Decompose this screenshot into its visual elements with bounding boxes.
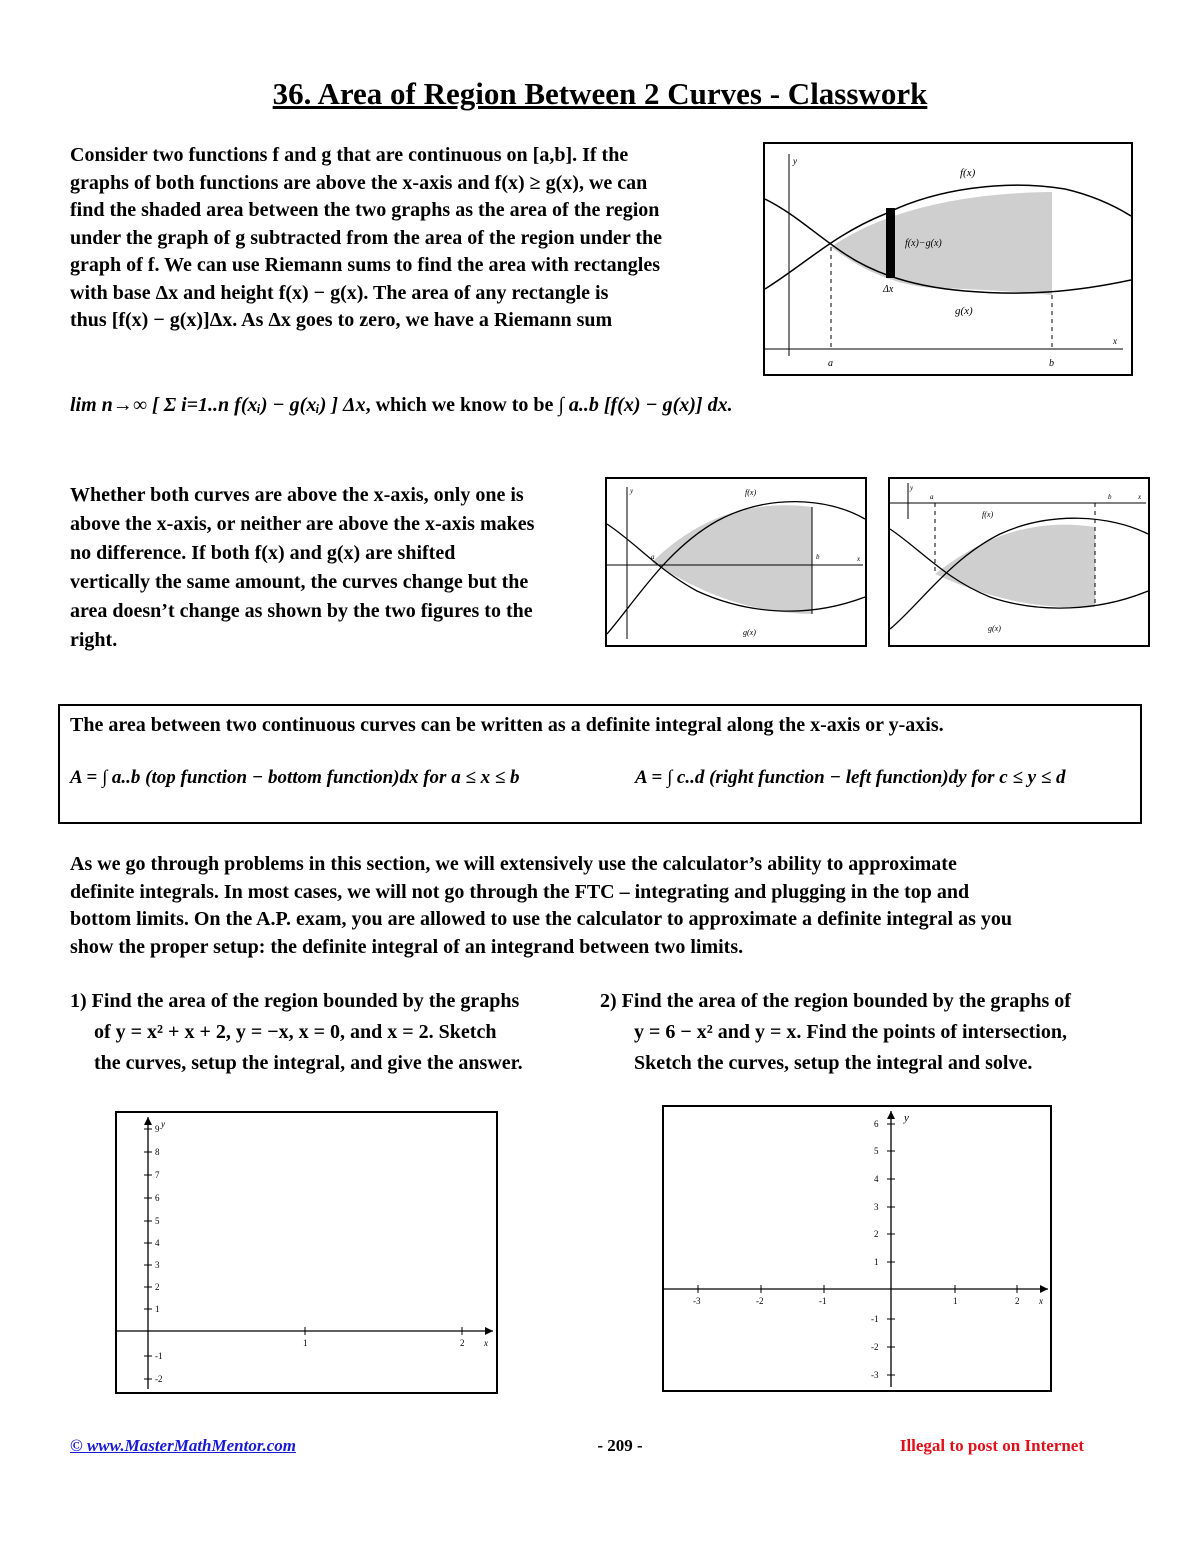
problem-1 xyxy=(70,986,590,1079)
problem-2 xyxy=(600,986,1160,1079)
g-label: g(x) xyxy=(743,628,756,637)
y-tick-label: 5 xyxy=(874,1146,879,1156)
intro-line: thus [f(x) − g(x)]Δx. As Δx goes to zero, we have a Riemann sum xyxy=(70,309,613,331)
grid2-svg xyxy=(664,1107,1050,1390)
y-tick-label: 6 xyxy=(874,1119,879,1129)
b-label: b xyxy=(816,553,820,561)
figure-area-between-curves xyxy=(763,142,1133,376)
y-tick-label: 2 xyxy=(155,1282,160,1292)
integral-formula: ∫ a..b [f(x) − g(x)] dx. xyxy=(558,394,733,416)
formula-y: A = ∫ c..d (right function − left function)dy for c ≤ y ≤ d xyxy=(635,767,1066,788)
shaded-region xyxy=(652,505,812,614)
y-tick-label: 6 xyxy=(155,1193,160,1203)
calc-line: definite integrals. In most cases, we will not go through the FTC – integrating and plugging in the top and xyxy=(70,880,970,903)
y-tick-label: 9 xyxy=(155,1124,160,1134)
x-tick-label: -3 xyxy=(693,1296,701,1306)
definition-line: The area between two continuous curves can be written as a definite integral along the x-axis or y-axis. xyxy=(70,714,944,736)
problem-line: Sketch the curves, setup the integral and solve. xyxy=(634,1052,1033,1074)
x-axis-arrow xyxy=(1040,1285,1048,1293)
figure2-svg xyxy=(607,479,865,645)
grid2-x-ticks xyxy=(693,1285,1043,1306)
y-tick-label: -3 xyxy=(871,1370,879,1380)
x-tick-label: -1 xyxy=(819,1296,827,1306)
x-label: x xyxy=(1113,336,1117,346)
page-title: 36. Area of Region Between 2 Curves - Classwork xyxy=(272,76,928,111)
y-axis-label: y xyxy=(161,1119,165,1129)
y-tick-label: -2 xyxy=(871,1342,879,1352)
b-label: b xyxy=(1108,493,1112,501)
dx-rectangle xyxy=(886,208,895,278)
g-label: g(x) xyxy=(955,305,973,317)
f-label: f(x) xyxy=(982,510,994,519)
f-label: f(x) xyxy=(960,167,976,179)
shift-paragraph xyxy=(70,481,600,655)
shift-line: above the x-axis, or neither are above the x-axis makes xyxy=(70,513,535,535)
y-tick-label: -1 xyxy=(155,1351,163,1361)
limit-formula: lim n→∞ [ Σ i=1..n f(xᵢ) − g(xᵢ) ] Δx xyxy=(70,394,366,416)
figure-shifted-up xyxy=(605,477,867,647)
problem-line: of y = x² + x + 2, y = −x, x = 0, and x = 2. Sketch xyxy=(94,1021,497,1043)
intro-paragraph xyxy=(70,142,750,335)
y-axis-arrow xyxy=(887,1111,895,1119)
grid1-y-ticks xyxy=(144,1119,165,1384)
x-axis-arrow xyxy=(485,1327,493,1335)
x-label: x xyxy=(857,555,861,563)
g-label: g(x) xyxy=(988,624,1001,633)
calc-line: As we go through problems in this section, we will extensively use the calculator’s ability to approximate xyxy=(70,853,957,875)
problem-line: 2) Find the area of the region bounded by the graphs of xyxy=(600,990,1071,1012)
y-tick-label: 3 xyxy=(874,1202,879,1212)
intro-line: find the shaded area between the two graphs as the area of the region xyxy=(70,199,660,221)
footer-website[interactable]: © www.MasterMathMentor.com xyxy=(70,1436,297,1455)
x-tick-label: -2 xyxy=(756,1296,764,1306)
y-tick-label: 5 xyxy=(155,1216,160,1226)
b-label: b xyxy=(1049,358,1054,369)
x-tick-label: 2 xyxy=(1015,1296,1020,1306)
intro-line: with base Δx and height f(x) − g(x). The area of any rectangle is xyxy=(70,281,609,304)
y-tick-label: 8 xyxy=(155,1147,160,1157)
diff-label: f(x)−g(x) xyxy=(905,238,942,249)
figure-shifted-down xyxy=(888,477,1150,647)
y-tick-label: 1 xyxy=(874,1257,879,1267)
y-tick-label: 7 xyxy=(155,1170,160,1180)
limit-mid-text: , which we know to be xyxy=(365,394,554,416)
y-axis-label: y xyxy=(904,1112,909,1124)
intro-line: under the graph of g subtracted from the area of the region under the xyxy=(70,226,663,249)
shift-line: Whether both curves are above the x-axis, only one is xyxy=(70,484,524,506)
x-axis-label: x xyxy=(1039,1296,1043,1306)
grid1-svg xyxy=(117,1113,496,1392)
shift-line: right. xyxy=(70,629,118,651)
sketch-grid-2[interactable] xyxy=(662,1105,1052,1392)
y-label: y xyxy=(910,484,914,492)
x-tick-label: 2 xyxy=(460,1338,465,1348)
f-label: f(x) xyxy=(745,488,757,497)
shaded-region xyxy=(935,525,1095,608)
y-tick-label: 4 xyxy=(155,1238,160,1248)
shift-line: area doesn’t change as shown by the two figures to the xyxy=(70,600,533,622)
x-label: x xyxy=(1138,493,1142,501)
figure1-svg xyxy=(765,144,1131,374)
footer-page-number: - 209 - xyxy=(597,1436,643,1455)
y-tick-label: 4 xyxy=(874,1174,879,1184)
footer-notice: Illegal to post on Internet xyxy=(899,1436,1084,1455)
definition-box xyxy=(58,704,1142,824)
grid2-y-ticks xyxy=(871,1112,909,1380)
x-tick-label: 1 xyxy=(953,1296,958,1306)
intro-line: Consider two functions f and g that are continuous on [a,b]. If the xyxy=(70,144,629,166)
intro-line: graph of f. We can use Riemann sums to find the area with rectangles xyxy=(70,254,660,276)
riemann-formula-line xyxy=(70,392,750,420)
a-label: a xyxy=(828,358,833,369)
figure3-svg xyxy=(890,479,1148,645)
shift-line: vertically the same amount, the curves change but the xyxy=(70,571,529,593)
calc-line: show the proper setup: the definite integral of an integrand between two limits. xyxy=(70,935,744,958)
y-tick-label: -2 xyxy=(155,1374,163,1384)
problem-line: 1) Find the area of the region bounded by the graphs xyxy=(70,990,520,1012)
calc-line: bottom limits. On the A.P. exam, you are allowed to use the calculator to approximate a definite integral as you xyxy=(70,908,1012,930)
y-tick-label: 1 xyxy=(155,1304,160,1314)
y-label: y xyxy=(630,487,634,495)
a-label: a xyxy=(930,493,934,501)
a-label: a xyxy=(651,553,655,561)
y-tick-label: 3 xyxy=(155,1260,160,1270)
intro-line: graphs of both functions are above the x-axis and f(x) ≥ g(x), we can xyxy=(70,171,648,194)
x-axis-label: x xyxy=(484,1338,488,1348)
y-tick-label: -1 xyxy=(871,1314,879,1324)
dx-label: Δx xyxy=(883,284,894,295)
sketch-grid-1[interactable] xyxy=(115,1111,498,1394)
shift-line: no difference. If both f(x) and g(x) are shifted xyxy=(70,542,456,564)
calculator-paragraph xyxy=(70,851,1150,961)
grid1-x-ticks xyxy=(303,1327,488,1348)
problem-line: y = 6 − x² and y = x. Find the points of intersection, xyxy=(634,1021,1067,1043)
formula-x: A = ∫ a..b (top function − bottom function)dx for a ≤ x ≤ b xyxy=(70,767,520,788)
y-tick-label: 2 xyxy=(874,1229,879,1239)
y-label: y xyxy=(793,156,797,166)
problem-line: the curves, setup the integral, and give the answer. xyxy=(94,1052,523,1074)
x-tick-label: 1 xyxy=(303,1338,308,1348)
y-axis-arrow xyxy=(144,1117,152,1125)
